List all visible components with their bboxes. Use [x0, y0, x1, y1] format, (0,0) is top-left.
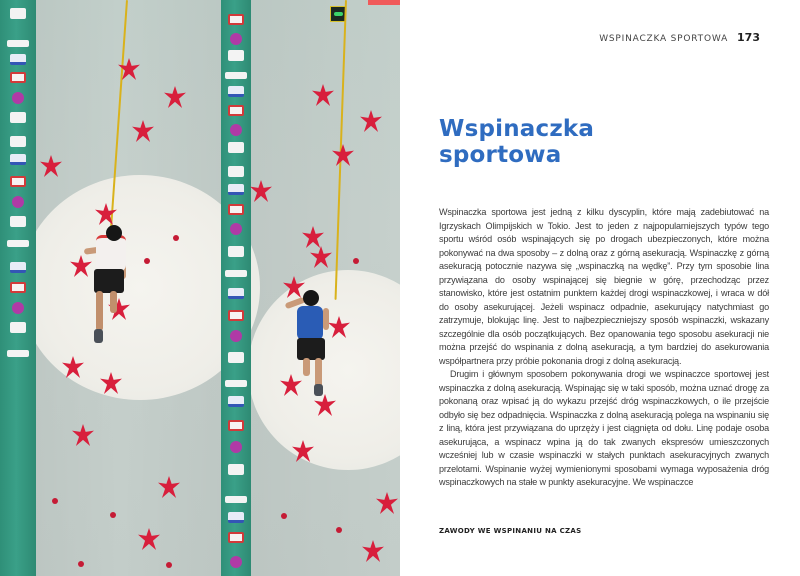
- page-number: 173: [737, 31, 760, 44]
- foot-hold: [144, 258, 150, 264]
- paragraph: Wspinaczka sportowa jest jedną z kilku dyscyplin, które mają zadebiutować na Igrzyskach Olimpijskich w Tokio. Jest to jeden z najpopularniejszych typów tego sportu wśród osób wspinających się po drogach ubezpieczonych, które można pokonywać na dwa sposoby – z dolną oraz z górną asekuracją. Wspinaczkę z górną asekuracją potocznie nazywa się „wspinaczką na wędkę”. Przy tym sposobie lina przywiązana do osoby wspinającej się biegnie w górę, przechodząc przez stanowisko, które jest ostatnim punktem każdej drogi wspinaczkowej, i wraca w dół do osoby asekurującej. Jeżeli wspinacz odpadnie, asekurujący natychmiast go zatrzymuje, blokując linę. Jest to najbezpieczniejszy sposób wspinaczki, wskazany szczególnie dla osób początkujących. Bez opanowania tego sposobu asekuracji nie można przejść do wspinania z dolną asekuracją, a tym bardziej do asekurowania współpartnera przy próbie pokonania drogi z dolną asekuracją.: [439, 207, 769, 366]
- foot-hold: [78, 561, 84, 567]
- sponsor-strip-left: [0, 0, 36, 576]
- climber-right-japan: [285, 290, 345, 400]
- sponsor-strip-center: [221, 0, 251, 576]
- paragraph: Drugim i głównym sposobem pokonywania drogi we wspinaczce sportowej jest wspinaczka z dolną asekuracją. Wspinając się w taki sposób, można uznać drogę za pokonaną oraz wpisać ją do wykazu przejść dróg wspinaczkowych, o ile przejście odbyło się bez odpadnięcia. Wspinaczka z dolną asekuracją polega na wspinaniu się z liną, która jest przywiązana do uprzęży i jest ciągnięta od dołu. Linę podaje osoba asekurująca, a wspinacz wpina ją do tak zwanych ekspresów umieszczonych wcześniej lub w czasie wspinaczki w stałych punktach asekuracyjnych zwanych przelotami. Wspinanie wyżej wymienionymi sposobami wymaga wyposażenia dróg wspinaczkowych na stałe w punkty asekuracyjne. We wspinaczce: [439, 369, 769, 487]
- climber-left: [80, 225, 140, 355]
- foot-hold: [336, 527, 342, 533]
- section-heading: ZAWODY WE WSPINANIU NA CZAS: [439, 527, 582, 535]
- scoreboard: [368, 0, 400, 5]
- chapter-title: Wspinaczka sportowa: [439, 116, 595, 168]
- foot-hold: [281, 513, 287, 519]
- foot-hold: [110, 512, 116, 518]
- body-text: [439, 206, 769, 490]
- foot-hold: [52, 498, 58, 504]
- foot-hold: [166, 562, 172, 568]
- running-head: [599, 31, 760, 44]
- foot-hold: [173, 235, 179, 241]
- foot-hold: [353, 258, 359, 264]
- running-head-section: WSPINACZKA SPORTOWA: [599, 34, 729, 44]
